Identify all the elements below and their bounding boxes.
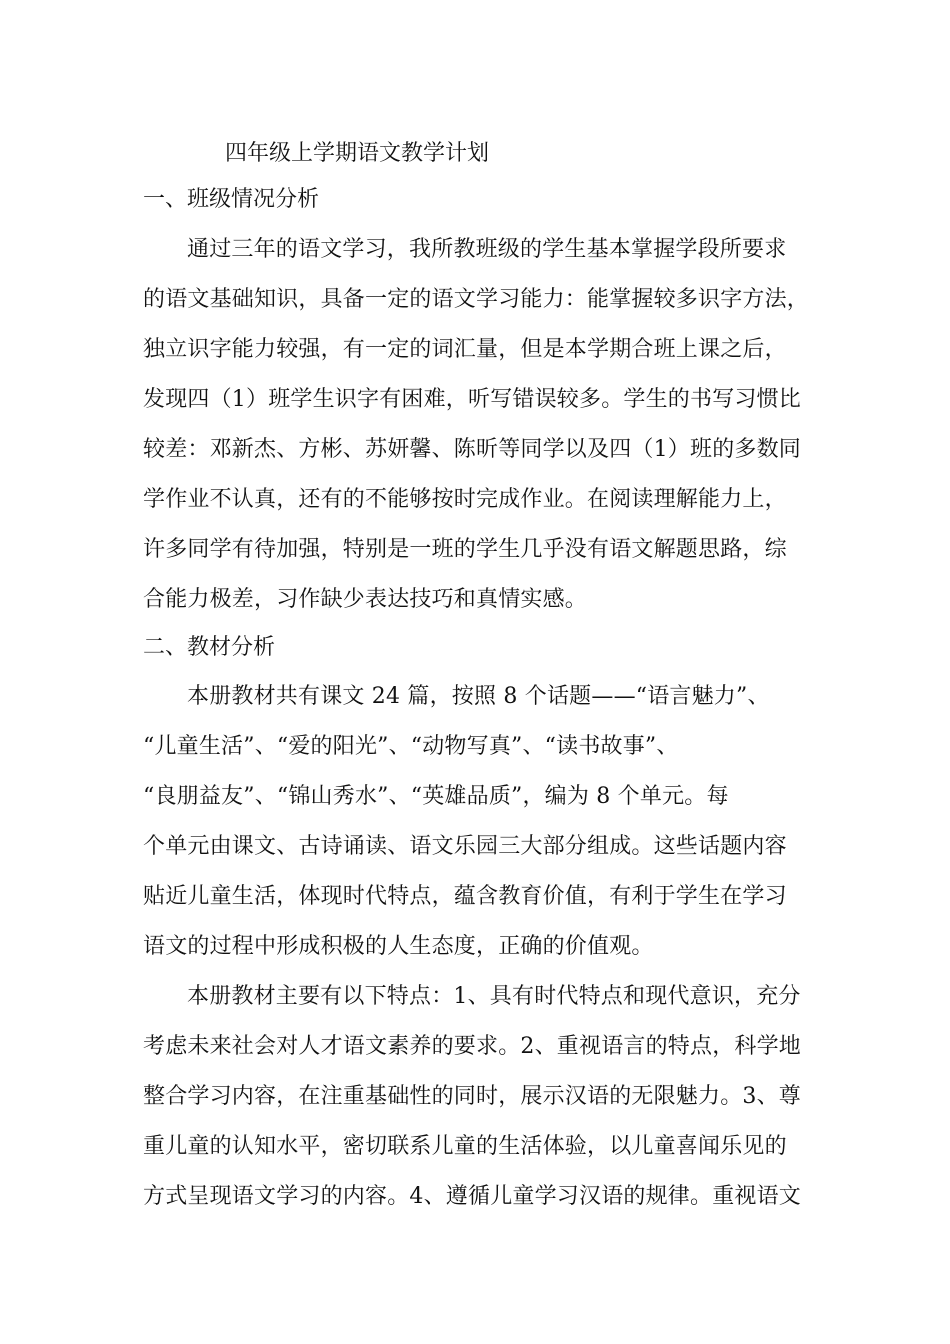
paragraph-line: 的语文基础知识，具备一定的语文学习能力：能掌握较多识字方法， xyxy=(143,287,810,312)
paragraph-line: 较差：邓新杰、方彬、苏妍馨、陈昕等同学以及四（1）班的多数同 xyxy=(143,437,801,462)
paragraph-line: 方式呈现语文学习的内容。4、遵循儿童学习汉语的规律。重视语文 xyxy=(143,1184,801,1209)
paragraph-line: 重儿童的认知水平，密切联系儿童的生活体验，以儿童喜闻乐见的 xyxy=(143,1134,787,1159)
paragraph-line: 整合学习内容，在注重基础性的同时，展示汉语的无限魅力。3、尊 xyxy=(143,1084,801,1109)
paragraph-line: 个单元由课文、古诗诵读、语文乐园三大部分组成。这些话题内容 xyxy=(143,834,787,859)
section-heading-textbook-analysis: 二、教材分析 xyxy=(143,635,276,660)
paragraph-line: 贴近儿童生活，体现时代特点，蕴含教育价值，有利于学生在学习 xyxy=(143,884,787,909)
document-title: 四年级上学期语文教学计划 xyxy=(225,141,490,166)
paragraph-line: 考虑未来社会对人才语文素养的要求。2、重视语言的特点，科学地 xyxy=(143,1034,801,1059)
section-heading-class-analysis: 一、班级情况分析 xyxy=(143,187,320,212)
paragraph-line: “儿童生活”、“爱的阳光”、“动物写真”、“读书故事”、 xyxy=(143,734,679,759)
paragraph-line: 学作业不认真，还有的不能够按时完成作业。在阅读理解能力上， xyxy=(143,487,787,512)
paragraph-line: 许多同学有待加强，特别是一班的学生几乎没有语文解题思路，综 xyxy=(143,537,787,562)
paragraph-line: 本册教材主要有以下特点：1、具有时代特点和现代意识，充分 xyxy=(187,984,801,1009)
paragraph-line: 独立识字能力较强，有一定的词汇量，但是本学期合班上课之后， xyxy=(143,337,787,362)
paragraph-line: 语文的过程中形成积极的人生态度，正确的价值观。 xyxy=(143,934,654,959)
paragraph-line: 通过三年的语文学习，我所教班级的学生基本掌握学段所要求 xyxy=(187,237,787,262)
paragraph-line: 本册教材共有课文 24 篇，按照 8 个话题——“语言魅力”、 xyxy=(187,684,770,709)
paragraph-line: “良朋益友”、“锦山秀水”、“英雄品质”，编为 8 个单元。每 xyxy=(143,784,729,809)
paragraph-line: 合能力极差，习作缺少表达技巧和真情实感。 xyxy=(143,587,588,612)
paragraph-line: 发现四（1）班学生识字有困难，听写错误较多。学生的书写习惯比 xyxy=(143,387,801,412)
